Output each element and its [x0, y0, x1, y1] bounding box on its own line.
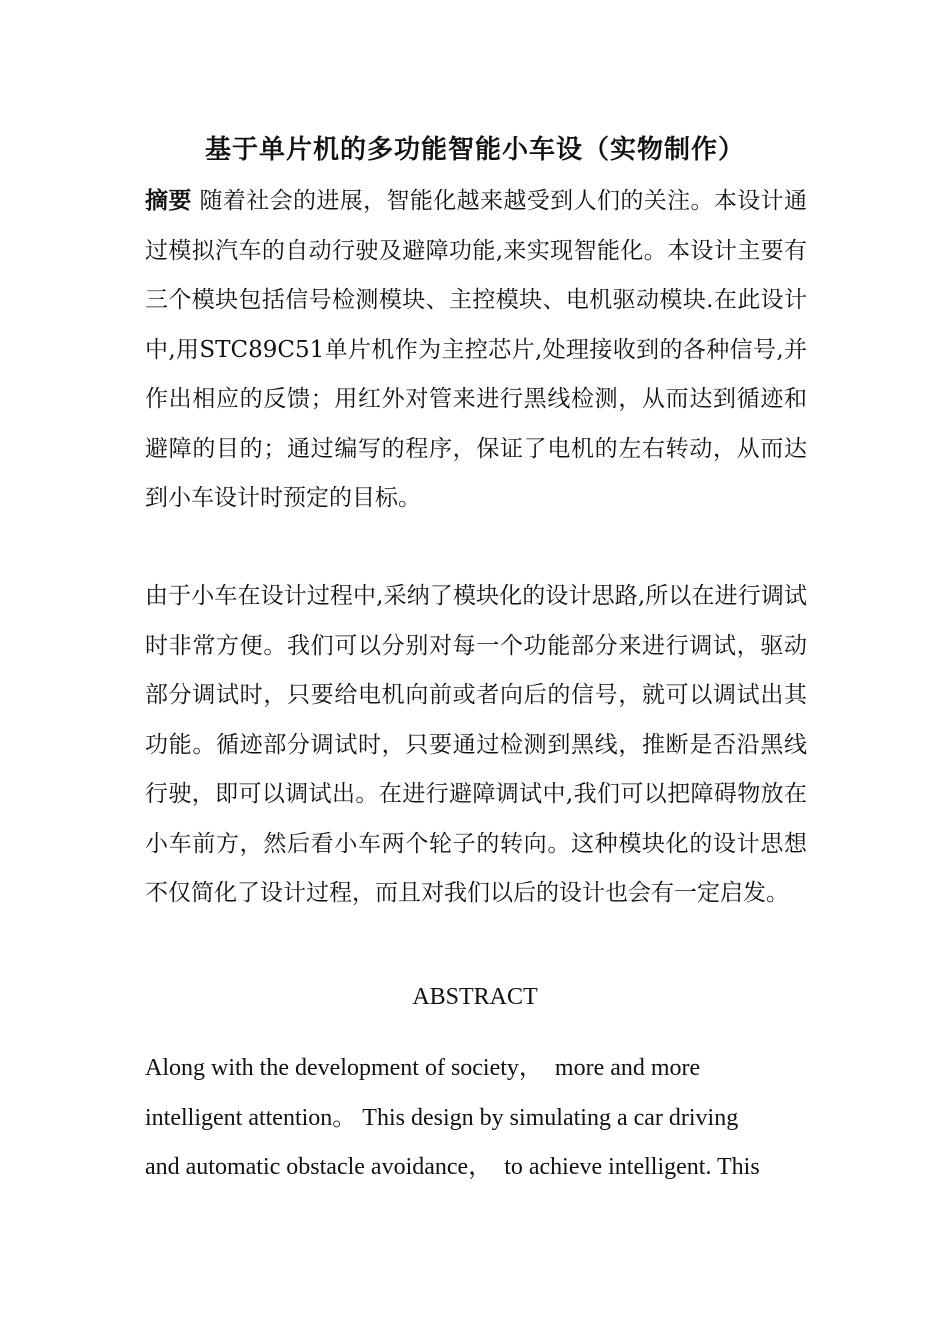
document-title: 基于单片机的多功能智能小车设（实物制作） — [204, 135, 745, 165]
chinese-paragraph: 由于小车在设计过程中,采纳了模块化的设计思路,所以在进行调试时非常方便。我们可以分别对每一个功能部分来进行调试，驱动部分调试时，只要给电机向前或者向后的信号，就可以调试出其功能。循迹部分调试时，只要通过检测到黑线，推断是否沿黑线行驶，即可以调试出。在进行避障调试中,我们可以把障碍物放在小车前方，然后看小车两个轮子的转向。这种模块化的设计思想不仅简化了设计过程，而且对我们以后的设计也会有一定启发。 — [145, 583, 807, 906]
abstract-label: 摘要 — [145, 187, 192, 214]
chinese-abstract — [145, 176, 807, 524]
english-abstract-line: intelligent attention。 This design by simulating a car driving — [145, 1104, 739, 1131]
english-abstract — [145, 1044, 805, 1193]
english-abstract-line: and automatic obstacle avoidance， to achieve intelligent. This — [145, 1154, 760, 1180]
abstract-text: 随着社会的进展，智能化越来越受到人们的关注。本设计通过模拟汽车的自动行驶及避障功能,来实现智能化。本设计主要有三个模块包括信号检测模块、主控模块、电机驱动模块.在此设计中,用STC89C51单片机作为主控芯片,处理接收到的各种信号,并作出相应的反馈；用红外对管来进行黑线检测，从而达到循迹和避障的目的；通过编写的程序，保证了电机的左右转动，从而达到小车设计时预定的目标。 — [145, 188, 808, 511]
english-abstract-line: Along with the development of society， more and more — [145, 1055, 701, 1081]
english-abstract-heading: ABSTRACT — [412, 984, 538, 1010]
